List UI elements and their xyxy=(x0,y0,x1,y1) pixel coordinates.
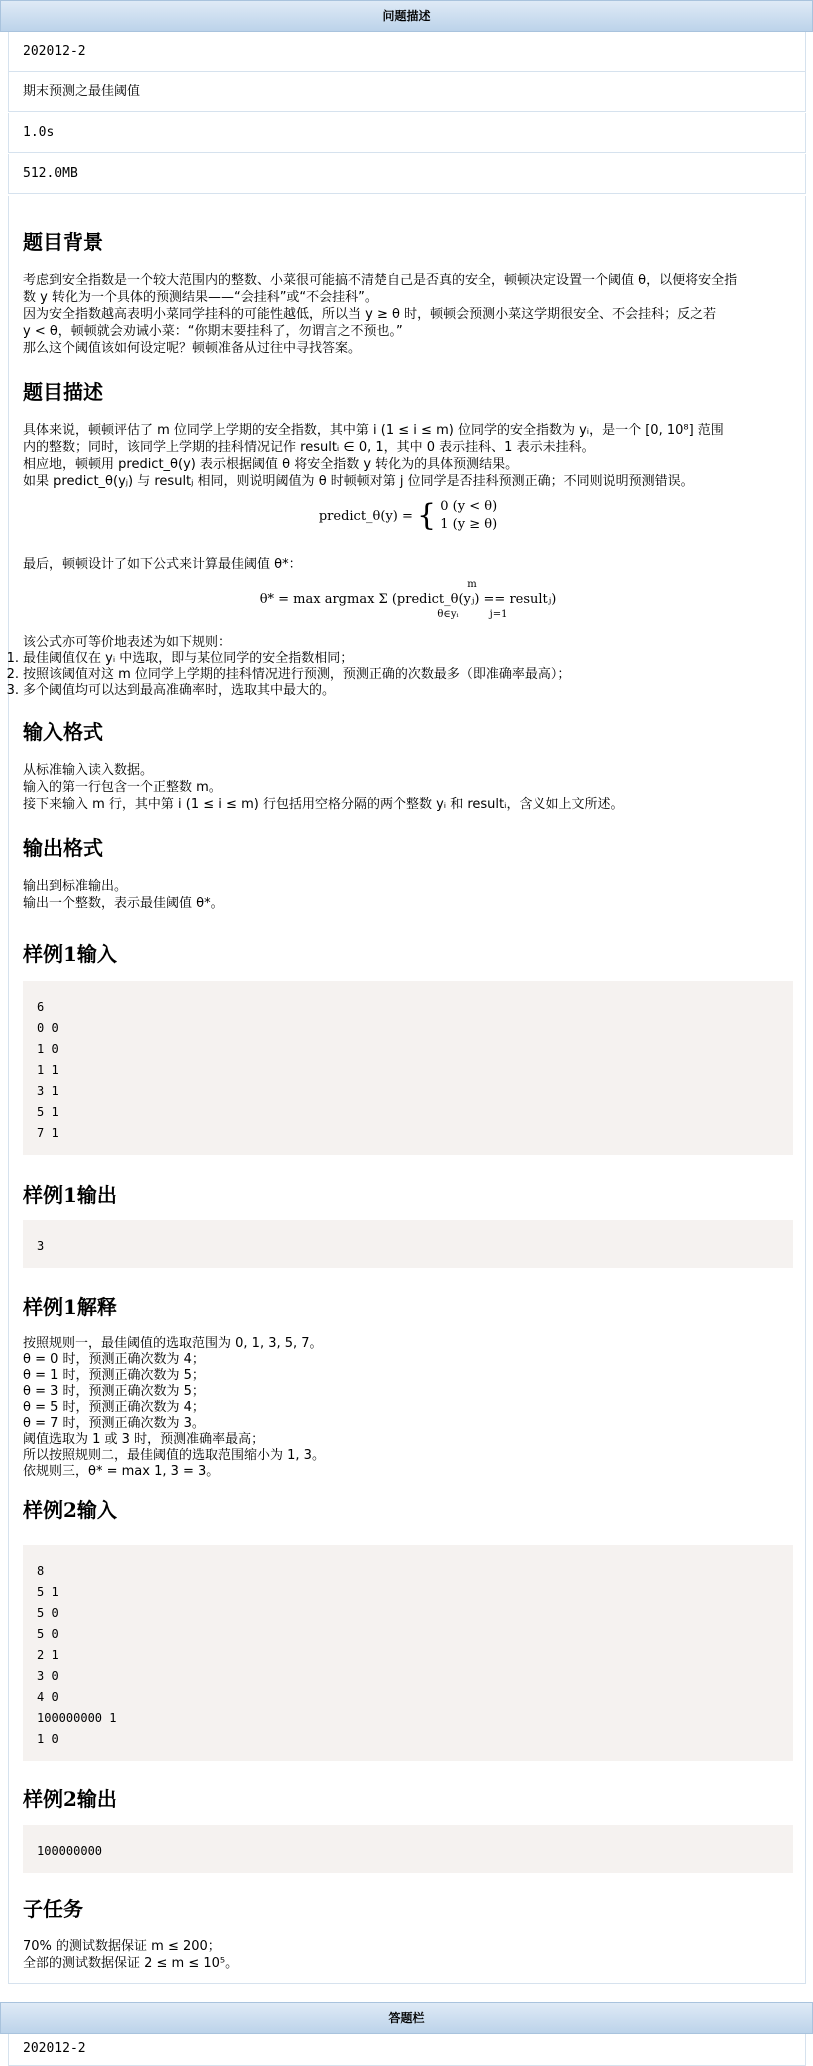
problem-id: 202012-2 xyxy=(8,32,806,72)
memory-limit: 512.0MB xyxy=(8,154,806,194)
sample1-input-code: 6 0 0 1 0 1 1 3 1 5 1 7 1 xyxy=(23,981,793,1155)
input-format-text: 从标准输入读入数据。 输入的第一行包含一个正整数 m。 接下来输入 m 行，其中第 i (1 ≤ i ≤ m) 行包括用空格分隔的两个整数 yᵢ 和 resultᵢ，含义如上文所述。 xyxy=(23,763,624,812)
rules-list xyxy=(0,651,787,699)
background-text: 考虑到安全指数是一个较大范围内的整数、小菜很可能搞不清楚自己是否真的安全，顿顿决定设置一个阈值 θ，以便将安全指 数 y 转化为一个具体的预测结果——“会挂科”或“不会挂科”。 因为安全指数越高表明小菜同学挂科的可能性越低，所以当 y ≥ θ 时，顿顿会预测小菜这学期很安全、不会挂科；反之若 y < θ，顿顿就会劝诫小菜：“你期末要挂科了，勿谓言之不预也。” 那么这个阈值该如何设定呢？顿顿准备从过往中寻找答案。 xyxy=(23,273,738,356)
sample1-input-heading: 样例1输入 xyxy=(23,942,117,966)
time-limit: 1.0s xyxy=(8,113,806,153)
output-format-heading: 输出格式 xyxy=(23,836,103,860)
description-text: 具体来说，顿顿评估了 m 位同学上学期的安全指数，其中第 i (1 ≤ i ≤ m) 位同学的安全指数为 yᵢ，是一个 [0, 10⁸] 范围 内的整数；同时，该同学上学期的挂科情况记作 resultᵢ ∈ 0, 1，其中 0 表示挂科、1 表示未挂科。 相应地，顿顿用 predict_θ(y) 表示根据阈值 θ 将安全指数 y 转化为的具体预测结果。 如果 predict_θ(yⱼ) 与 resultⱼ 相同，则说明阈值为 θ 时顿顿对第 j 位同学是否挂科预测正确；不同则说明预测错误。 xyxy=(23,423,724,489)
answer-header: 答题栏 xyxy=(0,2002,813,2034)
subtasks-text: 70% 的测试数据保证 m ≤ 200； 全部的测试数据保证 2 ≤ m ≤ 10⁵。 xyxy=(23,1939,239,1971)
sample1-explain-text: 按照规则一，最佳阈值的选取范围为 0, 1, 3, 5, 7。 θ = 0 时，预测正确次数为 4； θ = 1 时，预测正确次数为 5； θ = 3 时，预测正确次数为 5； θ = 5 时，预测正确次数为 4； θ = 7 时，预测正确次数为 3。 阈值选取为 1 或 3 时，预测准确率最高； 所以按照规则二，最佳阈值的选取范围缩小为 1, 3。 依规则三，θ* = max 1, 3 = 3。 xyxy=(23,1336,325,1479)
threshold-formula: m θ* = max argmax Σ (predict_θ(yⱼ) == resultⱼ) θ∈yᵢ j=1 xyxy=(259,579,557,620)
sample1-explain-heading: 样例1解释 xyxy=(23,1295,117,1319)
output-format-text: 输出到标准输出。 输出一个整数，表示最佳阈值 θ*。 xyxy=(23,879,224,911)
answer-problem-id: 202012-2 xyxy=(8,2034,806,2066)
rule-item: 3. 多个阈值均可以达到最高准确率时，选取其中最大的。 xyxy=(6,683,336,698)
sample2-output-heading: 样例2输出 xyxy=(23,1787,117,1811)
rule-item: 1. 最佳阈值仅在 yᵢ 中选取，即与某位同学的安全指数相同； xyxy=(6,651,354,666)
sample2-input-code: 8 5 1 5 0 5 0 2 1 3 0 4 0 100000000 1 1 0 xyxy=(23,1545,793,1761)
problem-title: 期末预测之最佳阈值 xyxy=(8,72,806,112)
background-heading: 题目背景 xyxy=(23,230,103,254)
description-text-3: 该公式亦可等价地表述为如下规则： xyxy=(23,635,232,650)
subtasks-heading: 子任务 xyxy=(23,1897,83,1921)
rule-item: 2. 按照该阈值对这 m 位同学上学期的挂科情况进行预测，预测正确的次数最多（即准确率最高）； xyxy=(6,667,571,682)
predict-formula: predict_θ(y) = { 0 (y < θ) 1 (y ≥ θ) xyxy=(318,498,498,533)
input-format-heading: 输入格式 xyxy=(23,720,103,744)
sample1-output-heading: 样例1输出 xyxy=(23,1183,117,1207)
sample1-output-code: 3 xyxy=(23,1220,793,1268)
problem-statement xyxy=(8,196,806,1984)
sample2-input-heading: 样例2输入 xyxy=(23,1498,117,1522)
description-heading: 题目描述 xyxy=(23,380,103,404)
description-text-2: 最后，顿顿设计了如下公式来计算最佳阈值 θ*： xyxy=(23,557,302,572)
sample2-output-code: 100000000 xyxy=(23,1825,793,1873)
problem-header: 问题描述 xyxy=(0,0,813,32)
